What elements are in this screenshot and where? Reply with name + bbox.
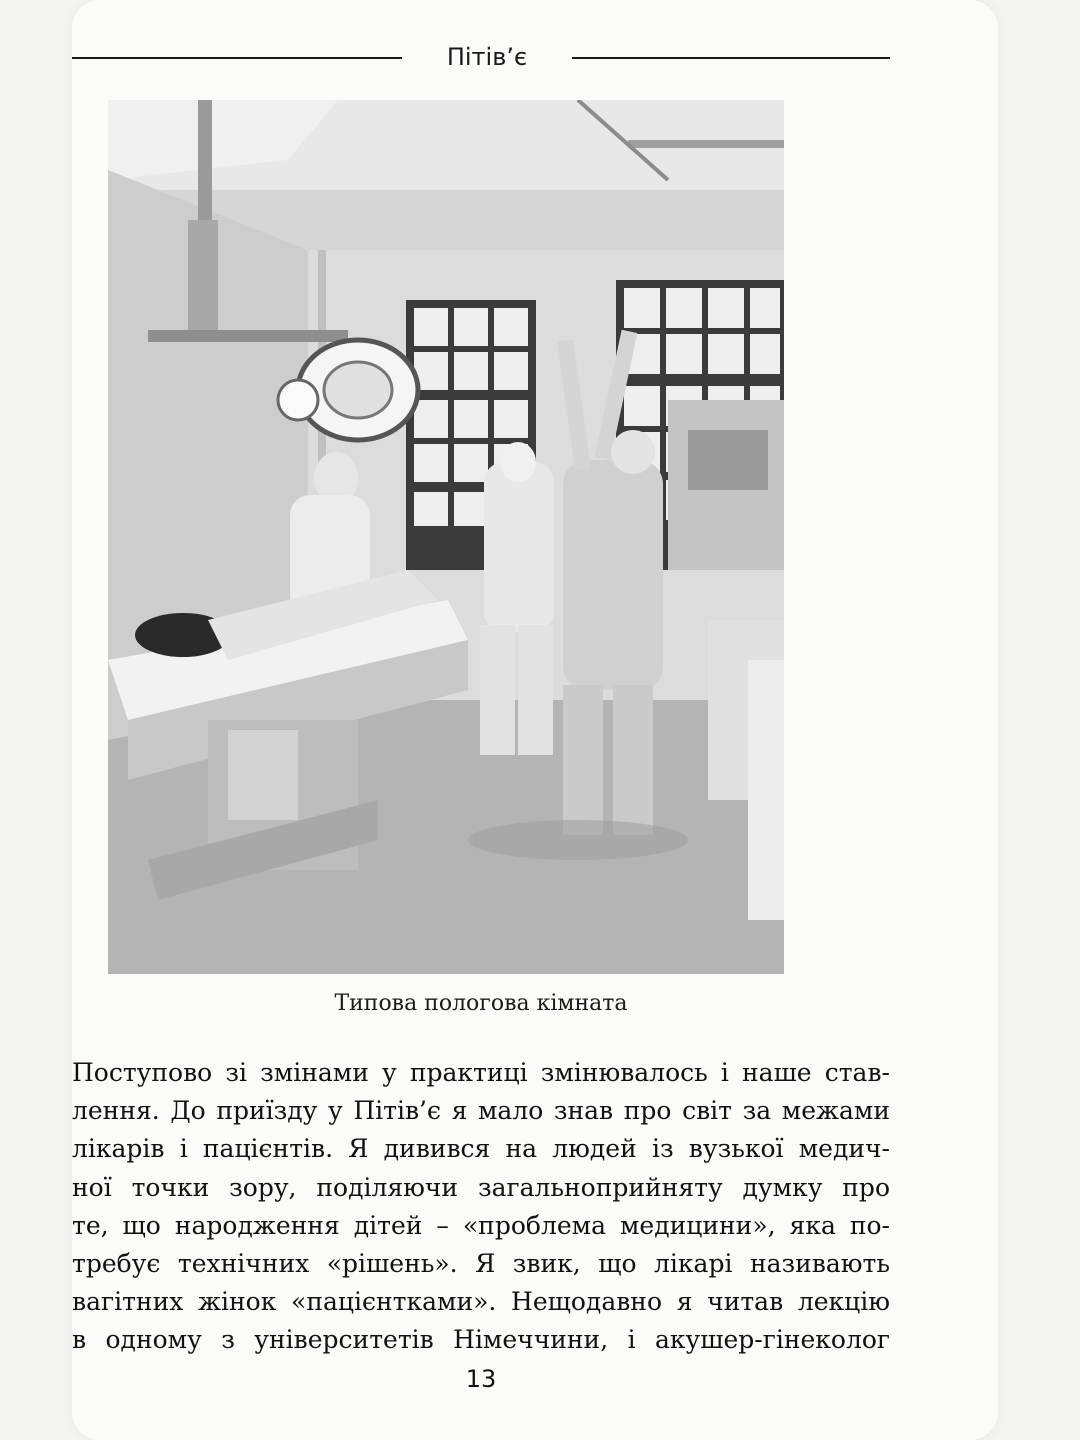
text-line: Поступово зі змінами у практиці змінювалось і наше став- (72, 1058, 890, 1087)
text-line: те, що народження дітей – «проблема медицини», яка по- (72, 1210, 890, 1240)
text-line: лення. До приїзду у Пітів’є я мало знав про світ за межами (72, 1096, 890, 1126)
text-line: ної точки зору, поділяючи загальноприйняту думку про (72, 1172, 890, 1202)
text-line: требує технічних «рішень». Я звик, що лікарі називають (72, 1249, 890, 1279)
body-paragraph (72, 1054, 902, 1360)
text-line: вагітних жінок «пацієнтками». Нещодавно я читав лекцію (72, 1287, 890, 1317)
text-line: в одному з університетів Німеччини, і акушер-гінеколог (72, 1325, 890, 1355)
running-head (72, 36, 890, 78)
figure-caption: Типова пологова кімната (334, 991, 628, 1016)
running-title: Пітів’є (446, 43, 528, 71)
text-line: лікарів і пацієнтів. Я дивився на людей із вузької медич- (72, 1134, 890, 1164)
delivery-room-photo (108, 100, 784, 974)
page-number: 13 (465, 1365, 497, 1393)
header-rule-left (72, 57, 402, 59)
header-rule-right (572, 57, 890, 59)
